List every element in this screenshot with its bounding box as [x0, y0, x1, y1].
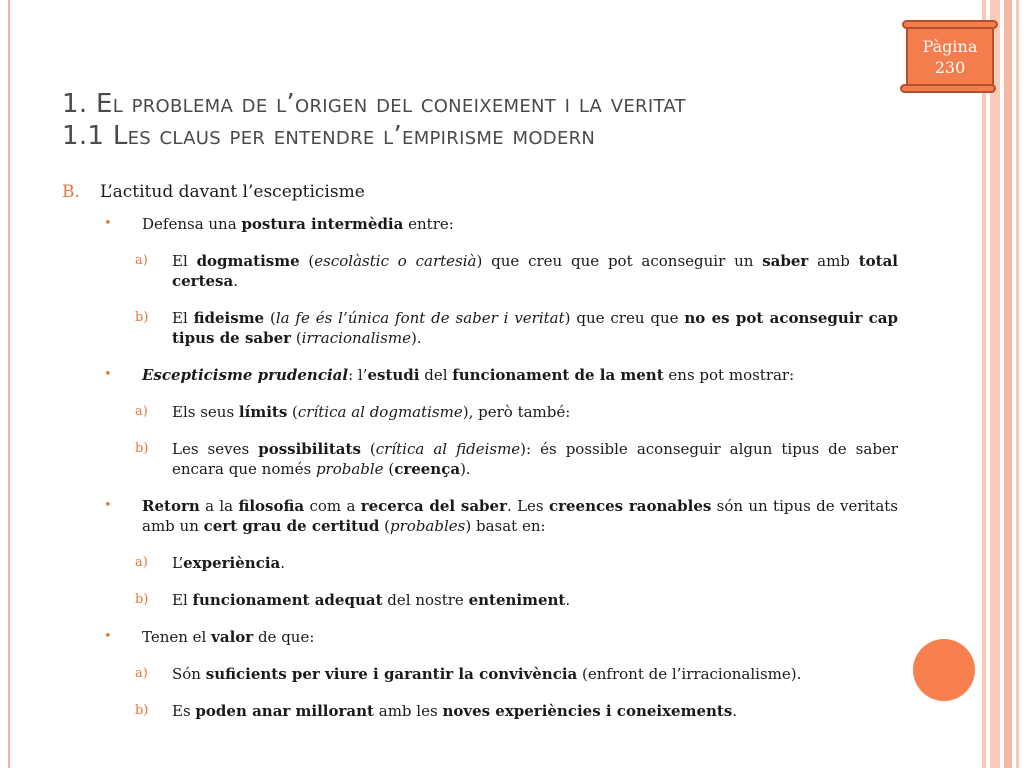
sub-marker: b) — [135, 703, 149, 718]
sub-list-item: a) Són suficients per viure i garantir la convivència (enfront de l’irracionalisme). — [135, 665, 802, 683]
sub-list-item: a) El dogmatisme (escolàstic o cartesià) que creu que pot aconseguir un saber amb total certesa. — [135, 252, 898, 290]
sub-marker: b) — [135, 310, 149, 325]
sub-list-item: a) Els seus límits (crítica al dogmatisme), però també: — [135, 403, 571, 421]
list-item: • Retorn a la filosofia com a recerca del saber. Les creences raonables són un tipus de veritats amb un cert grau de certitud (probables) basat en: — [104, 497, 898, 535]
page-number-text — [906, 36, 994, 78]
slide-content — [62, 180, 898, 738]
sub-list-item: b) Es poden anar millorant amb les noves experiències i coneixements. — [135, 702, 738, 720]
list-item: • Defensa una postura intermèdia entre: — [104, 215, 454, 233]
bullet-icon: • — [104, 498, 112, 513]
sub-list-item: b) El fideisme (la fe és l’única font de saber i veritat) que creu que no es pot aconseguir cap tipus de saber (irracionalisme). — [135, 309, 899, 347]
sub-list-item: b) El funcionament adequat del nostre enteniment. — [135, 591, 571, 609]
section-heading — [62, 180, 898, 204]
sub-marker: a) — [135, 404, 148, 419]
sub-marker: a) — [135, 666, 148, 681]
scroll-roll-top — [902, 20, 998, 29]
left-border-line — [8, 0, 10, 768]
right-decor-stripe — [990, 0, 1000, 768]
sub-marker: b) — [135, 441, 149, 456]
list-item: • Escepticisme prudencial: l’estudi del funcionament de la ment ens pot mostrar: — [104, 366, 795, 384]
bullet-icon: • — [104, 367, 112, 382]
page-label: Pàgina — [922, 37, 978, 56]
sub-list-item: b) Les seves possibilitats (crítica al fideisme): és possible aconseguir algun tipus de saber encara que només probable (creença). — [135, 440, 898, 478]
sub-marker: a) — [135, 555, 148, 570]
sub-marker: a) — [135, 253, 148, 268]
title-line-2: 1.1 Les claus per entendre l’empirisme modern — [62, 121, 596, 151]
page-number: 230 — [934, 58, 966, 77]
title-line-1: 1. El problema de l’origen del coneixement i la veritat — [62, 89, 686, 119]
bullet-icon: • — [104, 216, 112, 231]
section-heading-text: L’actitud davant l’escepticisme — [100, 182, 365, 202]
slide-title — [62, 88, 922, 152]
decorative-circle — [913, 639, 975, 701]
bullet-icon: • — [104, 629, 112, 644]
right-decor-stripe — [1016, 0, 1019, 768]
sub-marker: b) — [135, 592, 149, 607]
right-decor-stripe — [982, 0, 986, 768]
section-marker: B. — [62, 182, 80, 202]
right-decor-stripe — [1004, 0, 1012, 768]
sub-list-item: a) L’experiència. — [135, 554, 286, 572]
page-number-badge — [900, 20, 1000, 94]
list-item: • Tenen el valor de que: — [104, 628, 315, 646]
